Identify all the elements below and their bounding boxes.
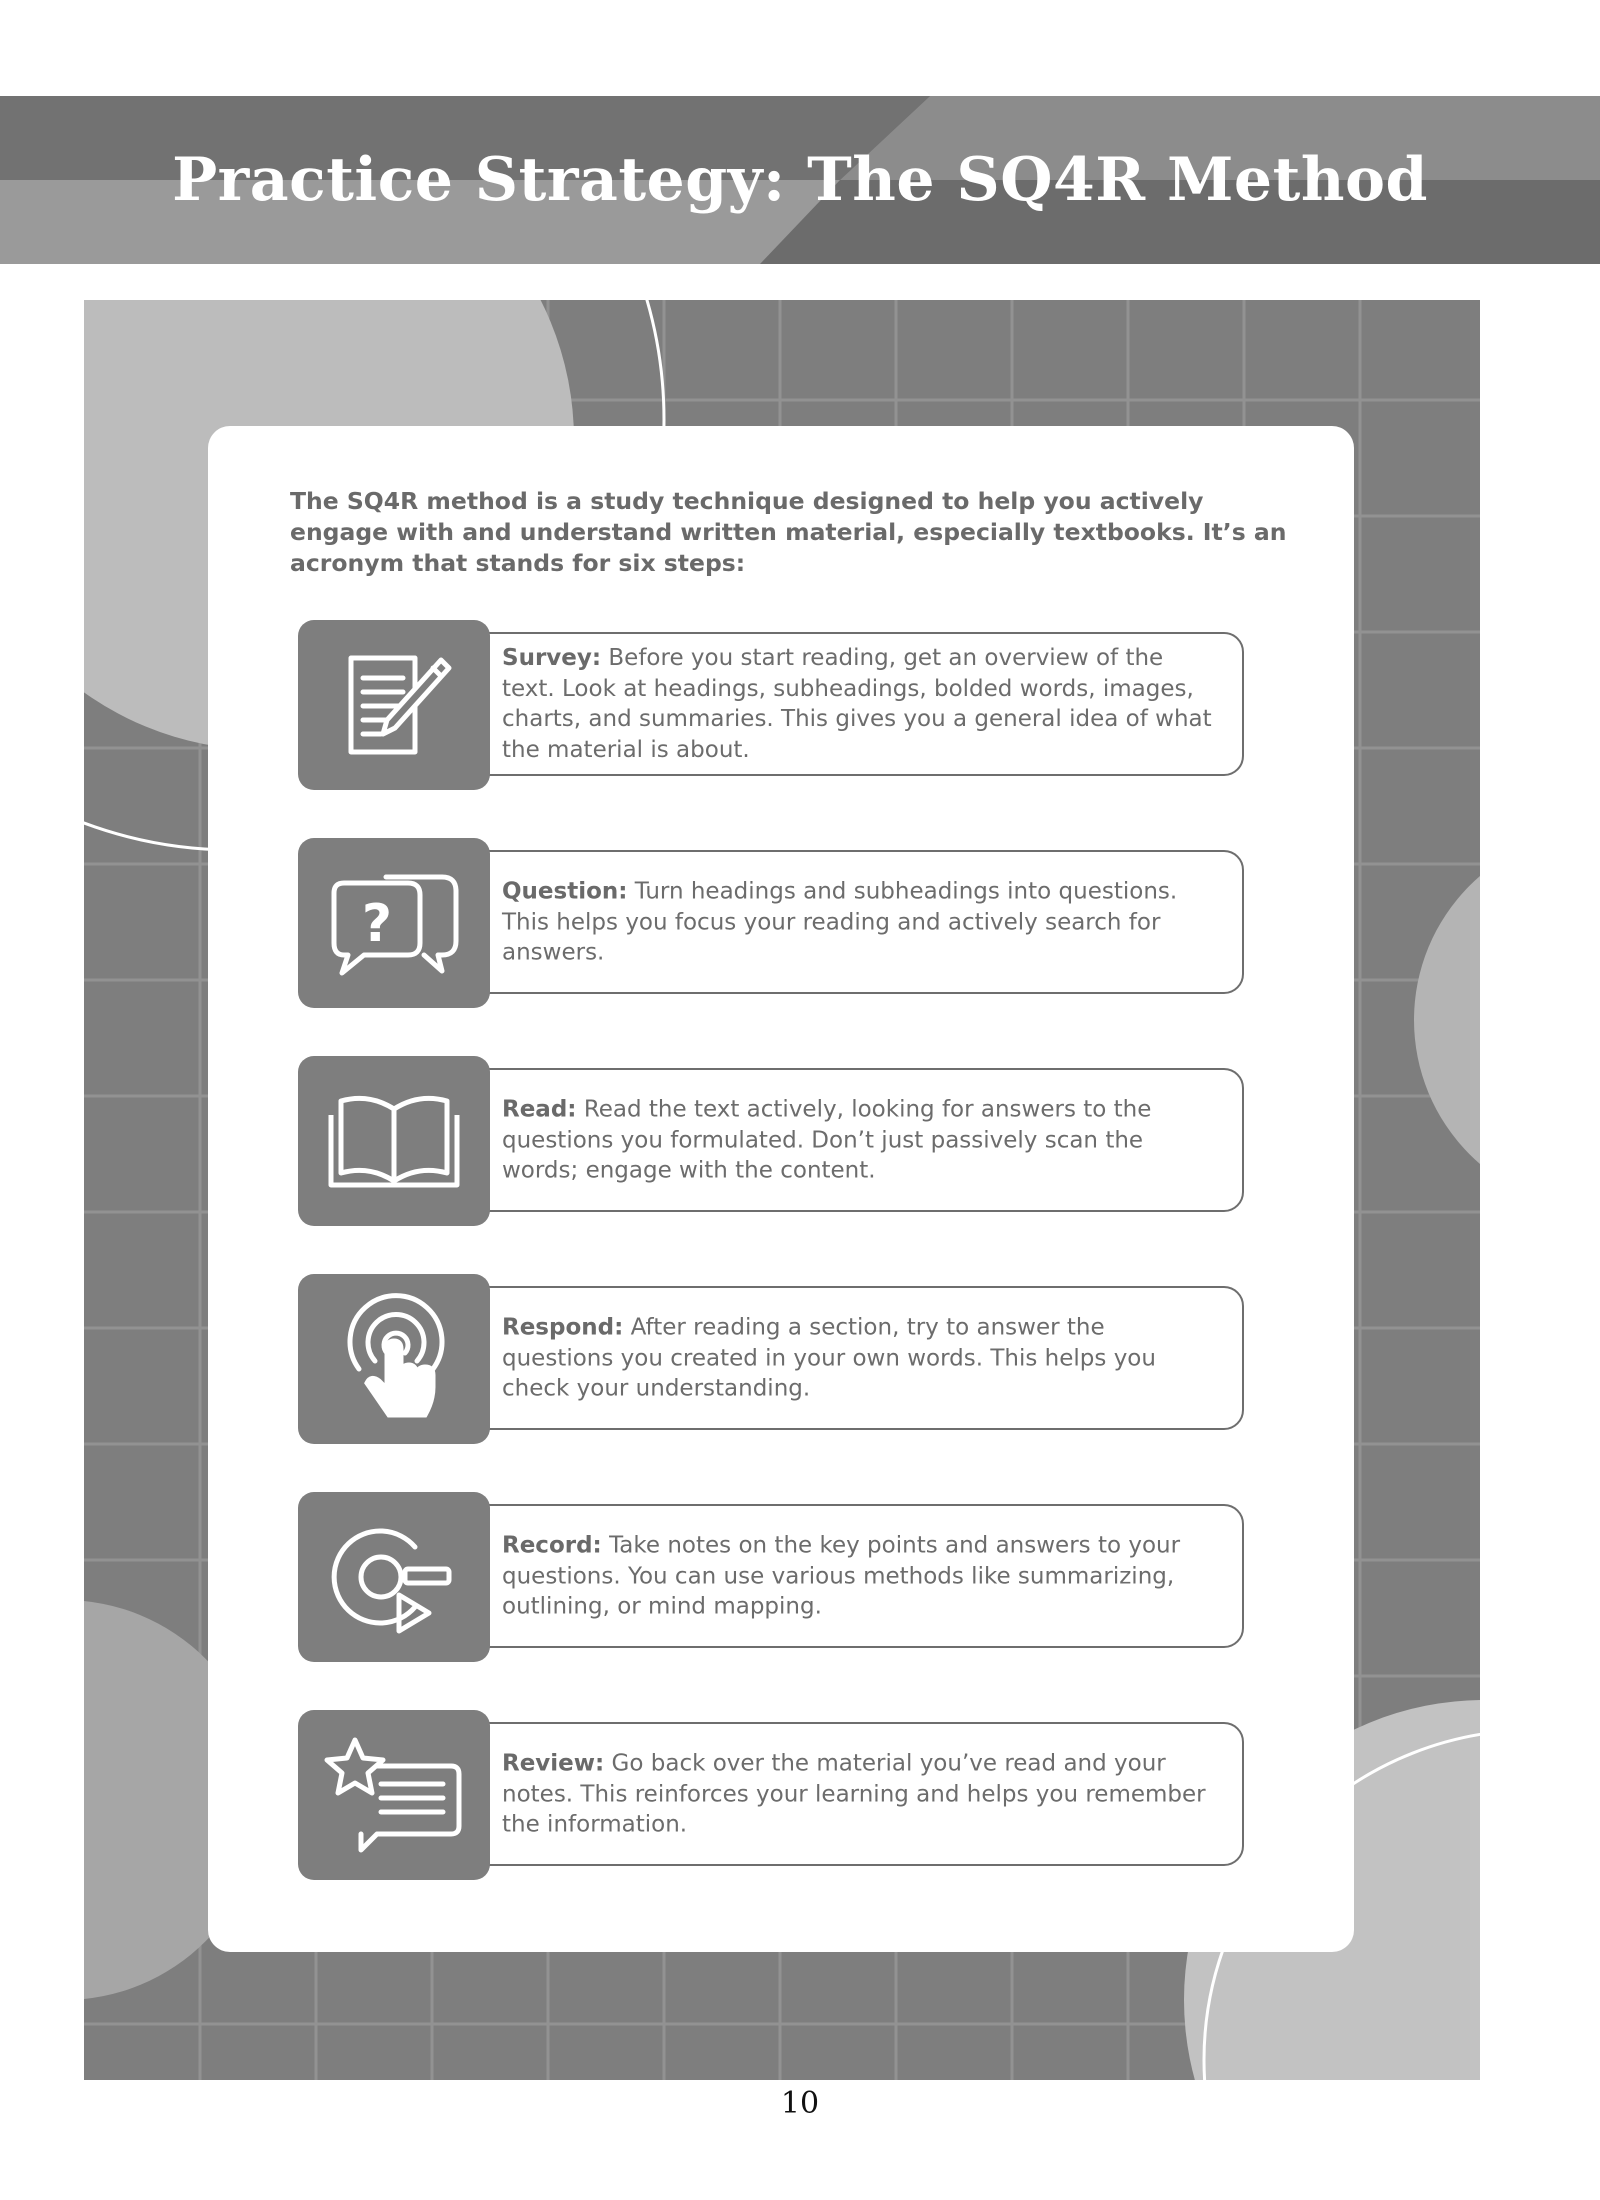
step-record xyxy=(298,1492,1248,1662)
step-term: Record: xyxy=(502,1532,602,1559)
step-description: Before you start reading, get an overview of the text. Look at headings, subheadings, bolded words, images, charts, and summaries. This gives you a general idea of what the material is about. xyxy=(502,645,1212,763)
step-respond xyxy=(298,1274,1248,1444)
step-term: Read: xyxy=(502,1096,577,1123)
document-pencil-icon xyxy=(298,620,490,790)
step-read xyxy=(298,1056,1248,1226)
content-card xyxy=(208,426,1354,1952)
step-description: After reading a section, try to answer the questions you created in your own words. This helps you check your understanding. xyxy=(502,1314,1156,1402)
step-term: Survey: xyxy=(502,645,602,671)
page-number: 10 xyxy=(780,2086,820,2121)
step-term: Question: xyxy=(502,878,628,905)
question-bubbles-icon xyxy=(298,838,490,1008)
step-record-text xyxy=(502,1530,1222,1622)
step-respond-text xyxy=(502,1312,1222,1404)
step-term: Review: xyxy=(502,1750,605,1777)
step-description: Go back over the material you’ve read and your notes. This reinforces your learning and helps you remember the information. xyxy=(502,1750,1206,1838)
step-respond-box xyxy=(468,1286,1244,1430)
step-question xyxy=(298,838,1248,1008)
step-description: Take notes on the key points and answers to your questions. You can use various methods like summarizing, outlining, or mind mapping. xyxy=(502,1532,1181,1620)
step-description: Read the text actively, looking for answers to the questions you formulated. Don’t just passively scan the words; engage with the content. xyxy=(502,1096,1152,1184)
touch-hand-icon xyxy=(298,1274,490,1444)
step-question-box xyxy=(468,850,1244,994)
step-review xyxy=(298,1710,1248,1880)
header-band xyxy=(0,96,1600,264)
step-survey-text xyxy=(502,643,1222,765)
step-description: Turn headings and subheadings into questions. This helps you focus your reading and actively search for answers. xyxy=(502,878,1178,966)
page-title: Practice Strategy: The SQ4R Method xyxy=(172,145,1428,215)
step-question-text xyxy=(502,876,1222,968)
open-book-icon xyxy=(298,1056,490,1226)
step-review-text xyxy=(502,1748,1222,1840)
star-list-icon xyxy=(298,1710,490,1880)
record-icon xyxy=(298,1492,490,1662)
step-survey xyxy=(298,620,1248,790)
step-review-box xyxy=(468,1722,1244,1866)
step-read-text xyxy=(502,1094,1222,1186)
step-record-box xyxy=(468,1504,1244,1648)
intro-text: The SQ4R method is a study technique designed to help you actively engage with and understand written material, especially textbooks. It’s an acronym that stands for six steps: xyxy=(290,487,1287,577)
step-survey-box xyxy=(468,632,1244,776)
svg-text:?: ? xyxy=(361,894,393,954)
step-term: Respond: xyxy=(502,1314,624,1341)
step-read-box xyxy=(468,1068,1244,1212)
